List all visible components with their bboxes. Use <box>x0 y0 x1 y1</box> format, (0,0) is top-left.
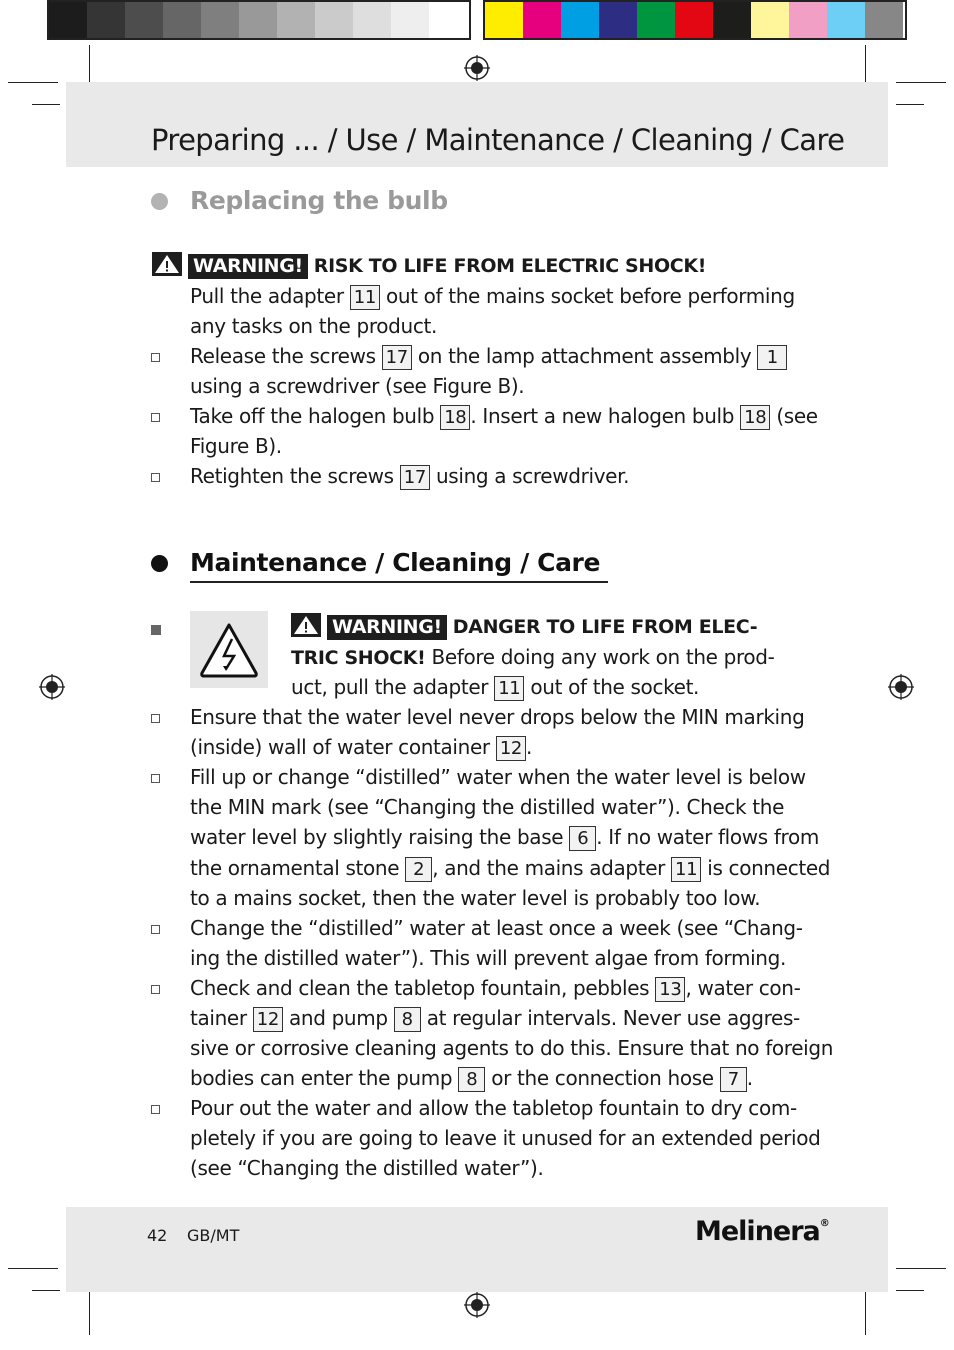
text: Release the screws <box>190 344 382 368</box>
section-bullet <box>151 193 168 210</box>
warning-badge: WARNING! <box>327 615 447 640</box>
registration-mark-icon <box>464 55 490 81</box>
text: . Insert a new halogen bulb <box>470 404 741 428</box>
color-swatch <box>429 2 467 38</box>
color-swatch <box>751 2 789 38</box>
text: tainer <box>190 1006 253 1030</box>
text-line: pletely if you are going to leave it unused for an extended period <box>190 1126 821 1150</box>
color-swatch <box>315 2 353 38</box>
checkbox-bullet <box>151 985 160 994</box>
text: Before doing any work on the prod- <box>425 645 775 669</box>
text-line <box>190 281 795 311</box>
text-line <box>190 732 532 762</box>
text-line: Fill up or change “distilled” water when the water level is below <box>190 765 806 789</box>
text: . <box>746 1066 753 1090</box>
part-number: 11 <box>671 857 701 882</box>
text: or the connection hose <box>485 1066 720 1090</box>
color-swatch <box>599 2 637 38</box>
checkbox-bullet <box>151 774 160 783</box>
text: water level by slightly raising the base <box>190 825 570 849</box>
text: (inside) wall of water container <box>190 735 496 759</box>
color-swatch <box>125 2 163 38</box>
text: Take off the halogen bulb <box>190 404 441 428</box>
color-swatch <box>201 2 239 38</box>
part-number: 11 <box>350 285 380 310</box>
text-line <box>291 672 699 702</box>
text-line: ing the distilled water”). This will prevent algae from forming. <box>190 946 786 970</box>
crop-mark <box>8 1268 58 1269</box>
part-number: 6 <box>569 826 596 851</box>
color-swatch <box>163 2 201 38</box>
text: Check and clean the tabletop fountain, pebbles <box>190 976 656 1000</box>
color-swatch <box>789 2 827 38</box>
color-swatch <box>713 2 751 38</box>
text-line <box>291 642 774 673</box>
text: out of the socket. <box>524 675 700 699</box>
text-line: Pour out the water and allow the tabletop fountain to dry com- <box>190 1096 797 1120</box>
color-swatch <box>827 2 865 38</box>
text: . <box>526 735 533 759</box>
text: , and the mains adapter <box>432 856 672 880</box>
part-number: 12 <box>496 736 526 761</box>
text-line <box>190 401 818 431</box>
warning-title-cont: TRIC SHOCK! <box>291 647 426 669</box>
color-swatch <box>523 2 561 38</box>
crop-mark <box>896 104 924 105</box>
warning-line <box>291 611 757 642</box>
text-line: sive or corrosive cleaning agents to do this. Ensure that no foreign <box>190 1036 834 1060</box>
text-line <box>190 461 629 491</box>
electric-shock-warning-icon <box>190 611 268 688</box>
crop-mark <box>32 1290 60 1291</box>
brand-name: Melinera <box>695 1216 820 1247</box>
checkbox-bullet <box>151 1105 160 1114</box>
section-underline <box>190 581 608 583</box>
color-swatch <box>561 2 599 38</box>
section-bullet <box>151 555 168 572</box>
text: on the lamp attachment assembly <box>411 344 758 368</box>
grayscale-calibration-strip <box>47 0 471 40</box>
crop-mark <box>896 82 946 83</box>
part-number: 18 <box>740 405 770 430</box>
text-line: Ensure that the water level never drops below the MIN marking <box>190 705 805 729</box>
crop-mark <box>32 104 60 105</box>
text-line: (see “Changing the distilled water”). <box>190 1156 544 1180</box>
checkbox-bullet <box>151 473 160 482</box>
checkbox-bullet <box>151 925 160 934</box>
brand-logo <box>695 1216 829 1247</box>
text: bodies can enter the pump <box>190 1066 459 1090</box>
part-number: 1 <box>757 345 787 370</box>
color-swatch <box>49 2 87 38</box>
text-line: Figure B). <box>190 434 282 458</box>
part-number: 18 <box>440 405 470 430</box>
text: and pump <box>282 1006 394 1030</box>
part-number: 2 <box>405 857 432 882</box>
text-line: any tasks on the product. <box>190 314 437 338</box>
text: uct, pull the adapter <box>291 675 495 699</box>
crop-mark <box>896 1268 946 1269</box>
electric-hazard-panel <box>190 611 268 688</box>
color-swatch <box>353 2 391 38</box>
text-line: the MIN mark (see “Changing the distilled water”). Check the <box>190 795 785 819</box>
registered-mark: ® <box>819 1218 829 1229</box>
warning-line <box>152 250 706 281</box>
text-line <box>190 1063 753 1093</box>
crop-mark <box>865 1290 866 1335</box>
crop-mark <box>8 82 58 83</box>
registration-mark-icon <box>39 674 65 700</box>
part-number: 11 <box>494 676 524 701</box>
text: out of the mains socket before performing <box>379 284 795 308</box>
part-number: 13 <box>655 977 685 1002</box>
region-code: GB/MT <box>187 1226 240 1245</box>
section-heading-replacing-bulb: Replacing the bulb <box>190 186 448 215</box>
text: Retighten the screws <box>190 464 400 488</box>
text-line <box>190 822 819 852</box>
color-swatch <box>87 2 125 38</box>
text-line: using a screwdriver (see Figure B). <box>190 374 525 398</box>
part-number: 7 <box>720 1067 747 1092</box>
text-line <box>190 853 830 883</box>
color-swatch <box>675 2 713 38</box>
text: the ornamental stone <box>190 856 406 880</box>
text: is connected <box>701 856 831 880</box>
warning-triangle-icon <box>152 252 182 276</box>
crop-mark <box>89 1290 90 1335</box>
part-number: 17 <box>382 345 412 370</box>
color-swatch <box>277 2 315 38</box>
registration-mark-icon <box>464 1292 490 1318</box>
page-number: 42 <box>147 1226 168 1245</box>
color-swatch <box>391 2 429 38</box>
text: Pull the adapter <box>190 284 350 308</box>
text-line: Change the “distilled” water at least once a week (see “Chang- <box>190 916 803 940</box>
crop-mark <box>896 1290 924 1291</box>
text: , water con- <box>685 976 801 1000</box>
warning-title: DANGER TO LIFE FROM ELEC- <box>452 616 758 638</box>
part-number: 17 <box>400 465 430 490</box>
color-swatch <box>485 2 523 38</box>
warning-title: RISK TO LIFE FROM ELECTRIC SHOCK! <box>313 255 707 277</box>
text: (see <box>770 404 818 428</box>
part-number: 8 <box>394 1007 421 1032</box>
color-swatch <box>865 2 903 38</box>
warning-triangle-icon <box>291 613 321 637</box>
section-heading-maintenance: Maintenance / Cleaning / Care <box>190 548 601 577</box>
checkbox-bullet <box>151 353 160 362</box>
color-swatch <box>239 2 277 38</box>
warning-badge: WARNING! <box>188 254 308 279</box>
checkbox-bullet <box>151 413 160 422</box>
registration-mark-icon <box>888 674 914 700</box>
text-line <box>190 1003 800 1033</box>
part-number: 12 <box>253 1007 283 1032</box>
text-line <box>190 341 787 371</box>
text: at regular intervals. Never use aggres- <box>420 1006 800 1030</box>
text-line <box>190 973 800 1003</box>
part-number: 8 <box>458 1067 485 1092</box>
checkbox-bullet <box>151 714 160 723</box>
text: . If no water flows from <box>596 825 819 849</box>
square-bullet <box>151 625 161 635</box>
text-line: to a mains socket, then the water level is probably too low. <box>190 886 761 910</box>
text: using a screwdriver. <box>429 464 630 488</box>
color-calibration-strip <box>483 0 907 40</box>
color-swatch <box>637 2 675 38</box>
page-title: Preparing ... / Use / Maintenance / Cleaning / Care <box>151 123 845 157</box>
